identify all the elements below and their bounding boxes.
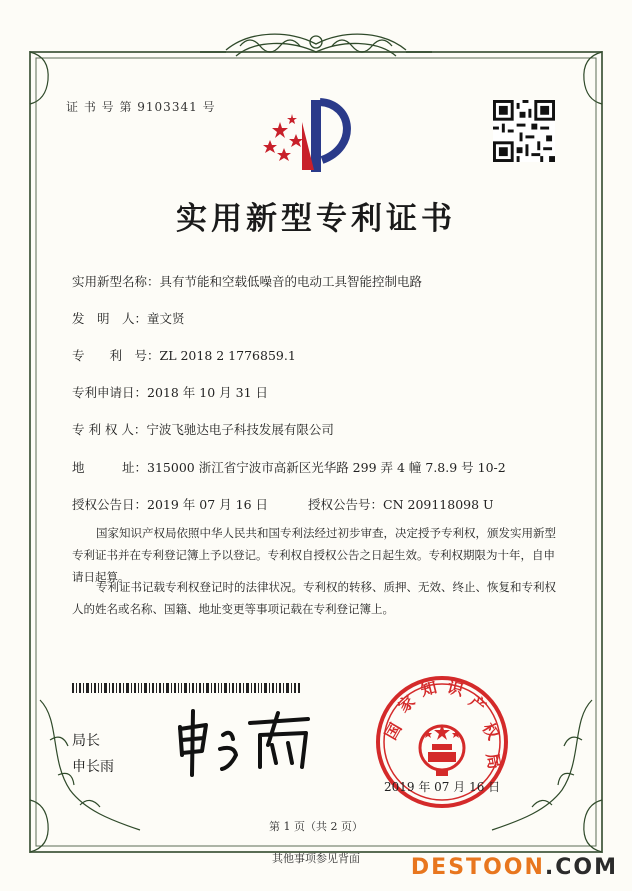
- grant-number-row: [308, 495, 494, 513]
- utility-model-name-row: [72, 272, 422, 290]
- svg-text:权: 权: [478, 719, 503, 743]
- field-label: 专 利 权 人：: [72, 422, 147, 437]
- site-watermark: [411, 855, 618, 880]
- svg-text:产: 产: [465, 691, 490, 717]
- field-label: 实用新型名称：: [72, 274, 160, 289]
- field-label: 地 址：: [72, 460, 148, 475]
- footer-note: 其他事项参见背面: [272, 852, 360, 865]
- field-label: 专利申请日：: [72, 385, 148, 400]
- patentee-value: 宁波飞驰达电子科技发展有限公司: [146, 422, 334, 437]
- barcode-icon: [72, 683, 300, 693]
- field-label: 授权公告号：: [308, 497, 384, 512]
- filing-date-value: 2018 年 10 月 31 日: [147, 385, 269, 400]
- patent-number-value: ZL 2018 2 1776859.1: [159, 348, 296, 363]
- grant-number-value: CN 209118098 U: [383, 497, 494, 512]
- grant-date-row: [72, 495, 268, 513]
- certificate-title: 实用新型专利证书: [176, 201, 456, 237]
- legal-status-paragraph: 专利证书记载专利权登记时的法律状况。专利权的转移、质押、无效、终止、恢复和专利权人的姓名或名称、国籍、地址变更等事项记载在专利登记簿上。: [72, 580, 556, 616]
- watermark-part2: .COM: [544, 855, 618, 880]
- cert-no-value: 9103341: [137, 100, 198, 114]
- field-label: 发 明 人：: [72, 311, 148, 326]
- inventor-value: 童文贤: [147, 311, 185, 326]
- field-label: 授权公告日：: [72, 497, 148, 512]
- cert-no-label: 证 书 号 第: [66, 100, 133, 114]
- address-value: 315000 浙江省宁波市高新区光华路 299 弄 4 幢 7.8.9 号 10-2: [147, 460, 506, 475]
- handwritten-signature: [168, 705, 318, 780]
- address-row: [72, 458, 506, 476]
- grant-statement-paragraph: 国家知识产权局依照中华人民共和国专利法经过初步审查，决定授予专利权，颁发实用新型专利证书并在专利登记簿上予以登记。专利权自授权公告之日起生效。专利权期限为十年，自申请日起算。: [72, 526, 556, 584]
- director-title: 局长: [72, 733, 100, 749]
- patent-number-row: [72, 346, 296, 364]
- cnipa-logo-icon: [258, 92, 368, 182]
- inventor-row: [72, 309, 185, 327]
- svg-text:识: 识: [445, 677, 466, 700]
- svg-text:家: 家: [394, 691, 419, 717]
- qr-code-icon: [493, 100, 555, 162]
- patentee-row: [72, 420, 334, 438]
- svg-text:局: 局: [482, 751, 505, 771]
- cert-no-suffix: 号: [202, 100, 216, 114]
- utility-model-name-value: 具有节能和空载低噪音的电动工具智能控制电路: [159, 274, 423, 289]
- watermark-part1: DESTOON: [410, 855, 545, 880]
- seal-date: 2019 年 07 月 16 日: [384, 780, 501, 794]
- filing-date-row: [72, 383, 268, 401]
- director-name: 申长雨: [72, 759, 114, 775]
- svg-text:国: 国: [381, 719, 406, 743]
- certificate-number: [66, 98, 216, 115]
- page-indicator: 第 1 页（共 2 页）: [269, 820, 363, 833]
- grant-date-value: 2019 年 07 月 16 日: [147, 497, 269, 512]
- field-label: 专 利 号：: [72, 348, 160, 363]
- svg-text:知: 知: [418, 677, 439, 700]
